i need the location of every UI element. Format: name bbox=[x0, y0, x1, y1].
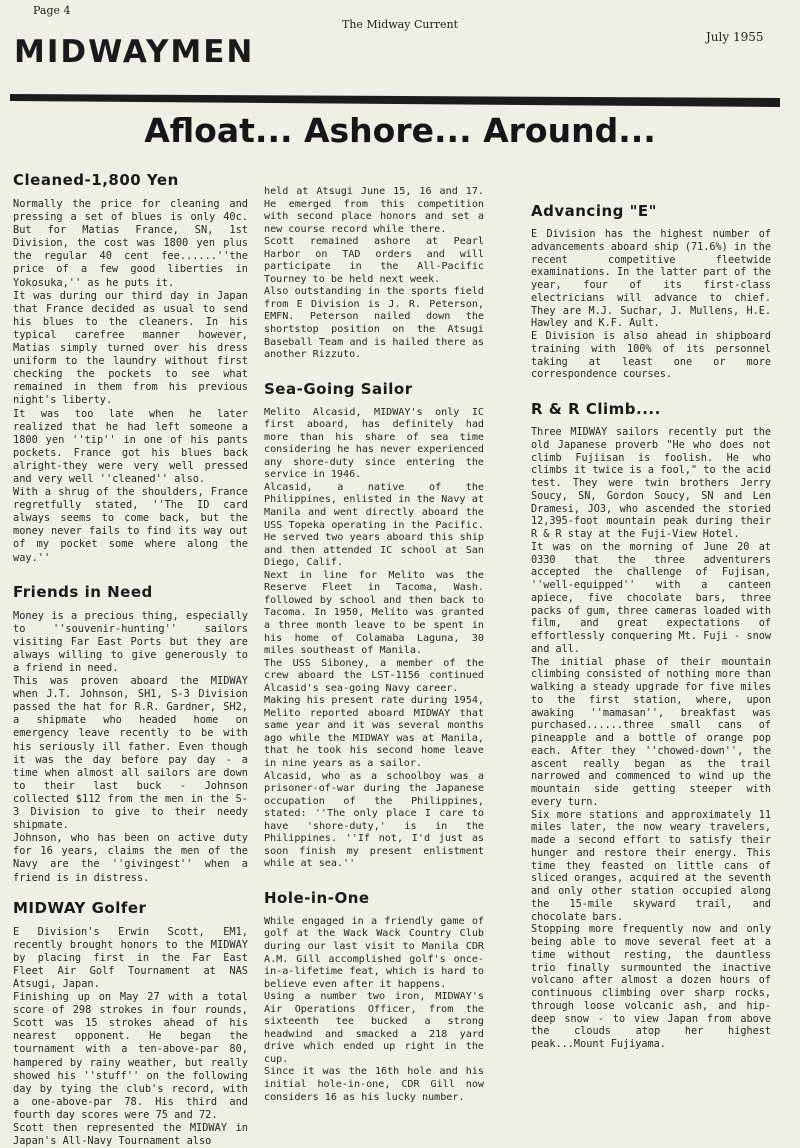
article-body: While engaged in a friendly game of golf at the Wack Wack Country Club during our last visit to Manila CDR A.M. Gill accomplished golf's once-in-a-lifetime feat, which is hard to believe even after it happens. Using a number two iron, MIDWAY's Air Operations Officer, from the sixteenth tee bucked a strong headwind and smacked a 218 yard drive which ended up right in the cup. Since it was the 16th hole and his initial hole-in-one, CDR Gill now considers 16 as his lucky number. bbox=[264, 915, 484, 1103]
issue-date: July 1955 bbox=[706, 30, 764, 44]
header-rule bbox=[10, 86, 780, 110]
article-title: Hole-in-One bbox=[264, 888, 370, 907]
article-sailor bbox=[264, 380, 484, 871]
page-headline: Afloat... Ashore... Around... bbox=[144, 111, 656, 150]
article-golfer bbox=[13, 899, 248, 1148]
article-body: Three MIDWAY sailors recently put the old Japanese proverb "He who does not climb Fujiisan is foolish. He who climbs it twice is a fool," to the acid test. They were twin brothers Jerry Soucy, SN, Gordon Soucy, SN and Len Dramesi, JO3, who ascended the storied 12,395-foot mountain peak during their R & R stay at the Fuji-View Hotel. It was on the morning of June 20 at 0330 that the three adventurers accepted the challenge of Fujisan, ''well-equipped'' with a canteen apiece, five chocolate bars, three packs of gum, three cameras loaded with film, and great expectations of effortlessly conquering Mt. Fuji - snow and all. The initial phase of their mountain climbing consisted of nothing more than walking a steady upgrade for five miles to the first station, where, upon awaking ''mamasan'', breakfast was purchased......three small cans of pineapple and a bottle of orange pop each. After they ''chowed-down'', the ascent really began as the trail narrowed and commenced to wind up the mountain side getting steeper with every turn. Six more stations and approximately 11 miles later, the now weary travelers, made a second effort to satisfy their hunger and restore their energy. This time they feasted on little cans of sliced oranges, acquired at the seventh and only other station occupied along the 15-mile skyward trail, and chocolate bars. Stopping more frequently now and only being able to move several feet at a time without resting, the dauntless trio finally surmounted the inactive volcano after almost a dozen hours of continuous climbing over sharp rocks, through loose volcanic ash, and hip-deep snow - to view Japan from above the clouds atop her highest peak...Mount Fujiyama. bbox=[531, 427, 771, 1050]
article-body: Melito Alcasid, MIDWAY's only IC first aboard, has definitely had more than his share of sea time considering he has never experienced any shore-duty since entering the service in 1946. Alcasid, a native of the Philippines, enlisted in the Navy at Manila and went directly aboard the USS Topeka operating in the Pacific. He served two years aboard this ship and then attended IC school at San Diego, Calif. Next in line for Melito was the Reserve Fleet in Tacoma, Wash. followed by school and then back to Tacoma. In 1950, Melito was granted a three month leave to be spent in his home of Colamaba Laguna, 30 miles southeast of Manila. The USS Siboney, a member of the crew aboard the LST-1156 continued Alcasid's sea-going Navy career. Making his present rate during 1954, Melito reported aboard MIDWAY that same year and it was several months ago while the MIDWAY was at Manila, that he took his second home leave in nine years as a sailor. Alcasid, who as a schoolboy was a prisoner-of-war during the Japanese occupation of the Philippines, stated: ''The only place I care to have 'shore-duty,' is in the Philippines. ''If not, I'd just as soon finish my present enlistment while at sea.'' bbox=[264, 406, 484, 870]
article-title: MIDWAY Golfer bbox=[13, 898, 147, 917]
section-title: MIDWAYMEN bbox=[14, 34, 255, 70]
article-title: R & R Climb.... bbox=[531, 400, 661, 418]
article-body: Money is a precious thing, especially to ''souvenir-hunting'' sailors visiting Far East Ports but they are always willing to give generously to a friend in need. This was proven aboard the MIDWAY when J.T. Johnson, SH1, S-3 Division passed the hat for R.R. Gardner, SH2, a shipmate who headed home on emergency leave recently to be with his seriously ill father. Even though it was the day before pay day - a time when almost all sailors are down to their last buck - Johnson collected $112 from the men in the S-3 Division to give to their needy shipmate. Johnson, who has been on active duty for 16 years, claims the men of the Navy are the ''givingest'' when a friend is in distress. bbox=[13, 609, 248, 884]
article-cleaned bbox=[13, 171, 248, 565]
page-number: Page 4 bbox=[33, 4, 71, 17]
article-body: E Division has the highest number of advancements aboard ship (71.6%) in the recent competitive fleetwide examinations. In the latter part of the year, four of its first-class electricians will advance to chief. They are M.J. Suchar, J. Mullens, H.E. Hawley and K.F. Ault. E Division is also ahead in shipboard training with 100% of its personnel taking at least one or more correspondence courses. bbox=[531, 229, 771, 381]
publication-name: The Midway Current bbox=[342, 18, 458, 31]
column-left bbox=[13, 171, 248, 1148]
article-climb bbox=[531, 400, 771, 1052]
column-right bbox=[531, 202, 771, 1052]
article-advancing bbox=[531, 202, 771, 382]
article-title: Cleaned-1,800 Yen bbox=[13, 171, 179, 189]
article-body: E Division's Erwin Scott, EM1, recently brought honors to the MIDWAY by placing first in the Far East Fleet Air Golf Tournament at NAS Atsugi, Japan. Finishing up on May 27 with a total score of 298 strokes in four rounds, Scott was 15 strokes ahead of his nearest opponent. He began the tournament with a ten-above-par 80, hampered by rainy weather, but really showed his ''stuff'' on the following day by tying the club's record, with a one-above-par 78. His third and fourth day scores were 75 and 72. Scott then represented the MIDWAY in Japan's All-Navy Tournament also bbox=[13, 925, 248, 1148]
article-title: Friends in Need bbox=[13, 582, 153, 601]
article-friends bbox=[13, 583, 248, 885]
article-title: Advancing "E" bbox=[531, 202, 657, 220]
column-middle bbox=[264, 186, 484, 1104]
article-title: Sea-Going Sailor bbox=[264, 379, 413, 398]
article-continuation: held at Atsugi June 15, 16 and 17. He emerged from this competition with second place honors and set a new course record while there. Scott remained ashore at Pearl Harbor on TAD orders and will participate in the All-Pacific Tourney to be held next week. Also outstanding in the sports field from E Division is J. R. Peterson, EMFN. Peterson nailed down the shortstop position on the Atsugi Baseball Team and is hailed there as another Rizzuto. bbox=[264, 186, 484, 361]
article-hole-in-one bbox=[264, 889, 484, 1104]
article-body: Normally the price for cleaning and pressing a set of blues is only 40c. But for Matias France, SN, 1st Division, the cost was 1800 yen plus the regular 40 cent fee......''the price of a few good liberties in Yokosuka,'' as he puts it. It was during our third day in Japan that France decided as usual to send his blues to the cleaners. In his typical carefree manner however, Matias simply turned over his dress uniform to the laundry without first checking the pockets to see what remained in them from his previous night's liberty. It was too late when he later realized that he had left someone a 1800 yen ''tip'' in one of his pants pockets. France got his blues back alright-they were very well pressed and very well ''cleaned'' also. With a shrug of the shoulders, France regretfully stated, ''The ID card always seems to come back, but the money never fails to find its way out of my pocket some where along the way.'' bbox=[13, 198, 248, 564]
